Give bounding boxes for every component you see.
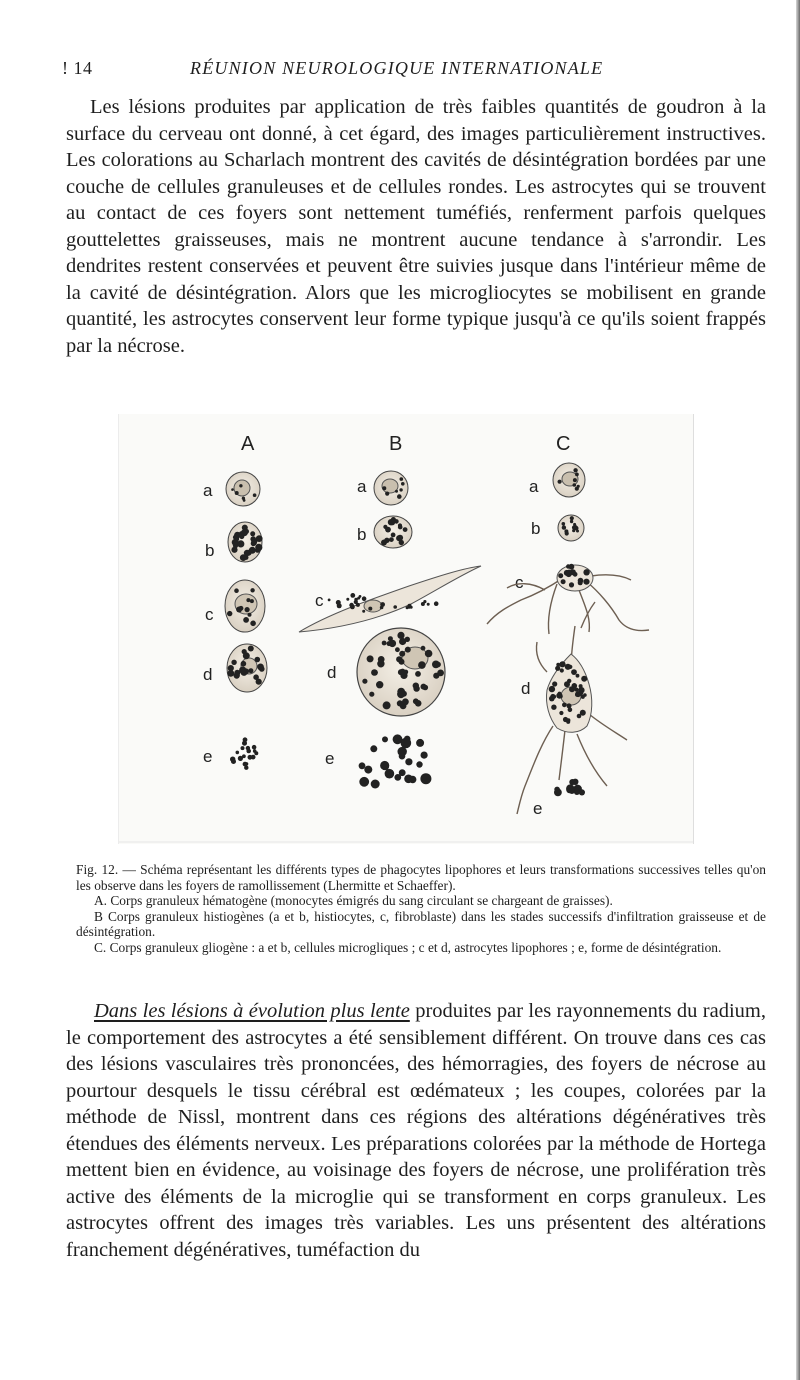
granule-dot [560, 668, 564, 672]
figure-drawing [119, 414, 693, 844]
granule-dot [244, 550, 250, 556]
granule-dot [418, 661, 426, 669]
granule-dot [420, 773, 431, 784]
granule-dot [583, 569, 589, 575]
row-label-a-d: d [203, 665, 213, 684]
granule-dot [421, 752, 428, 759]
granule-dot [250, 599, 254, 603]
granule-dot [393, 734, 403, 744]
granule-dot [398, 525, 403, 530]
granule-dot [575, 487, 579, 491]
granule-dot [253, 493, 257, 497]
granule-dot [397, 632, 404, 639]
granule-dot [573, 478, 577, 482]
granule-dot [396, 535, 402, 541]
granule-dot [354, 598, 358, 602]
row-label-b-d: d [327, 663, 337, 682]
granule-dot [382, 736, 388, 742]
granule-dot [242, 649, 247, 654]
row-label-c-e: e [533, 799, 543, 818]
granule-dot [248, 646, 254, 652]
granule-dot [391, 517, 396, 522]
granule-dot [577, 714, 582, 719]
granule-dot [255, 657, 261, 663]
granule-dot [367, 655, 374, 662]
granule-dot [559, 711, 563, 715]
cell-c-a [553, 463, 585, 497]
granule-dot [561, 579, 566, 584]
paragraph-2-italic-lead: Dans les lésions à évolution plus lente [94, 1000, 410, 1022]
granule-dot [399, 753, 406, 760]
granule-dot [242, 754, 246, 758]
granule-dot [576, 530, 579, 533]
granule-dot [399, 638, 406, 645]
granule-dot [562, 525, 566, 529]
granule-dot [256, 535, 263, 542]
granule-dot [399, 488, 402, 491]
granule-dot [383, 701, 391, 709]
row-label-a-b: b [205, 541, 215, 560]
row-label-b-c: c [315, 591, 324, 610]
granule-dot [403, 527, 408, 532]
granule-dot [359, 777, 369, 787]
granule-dot [359, 595, 362, 598]
granule-dot [234, 588, 239, 593]
granule-dot [362, 679, 367, 684]
granule-dot [569, 582, 574, 587]
granule-dot [576, 674, 580, 678]
granule-dot [385, 769, 395, 779]
row-label-b-a: a [357, 477, 367, 496]
granule-dot [565, 531, 569, 535]
granule-dot [241, 746, 245, 750]
granule-dot [377, 660, 384, 667]
granule-dot [581, 676, 587, 682]
granule-dot [234, 672, 240, 678]
granule-dot [242, 741, 247, 746]
granule-dot [395, 647, 400, 652]
granule-dot [569, 779, 575, 785]
granule-dot [549, 686, 555, 692]
page-number: ! 14 [62, 58, 93, 78]
granule-dot [570, 520, 573, 523]
granule-dot [387, 641, 392, 646]
granule-dot [422, 685, 427, 690]
granule-dot [562, 703, 567, 708]
granule-dot [236, 751, 240, 755]
granule-dot [423, 600, 426, 603]
granule-dot [251, 540, 257, 546]
row-label-a-a: a [203, 481, 213, 500]
granule-dot [573, 524, 576, 527]
granule-dot [350, 593, 355, 598]
page-edge-shadow [796, 0, 800, 1380]
granule-dot [575, 473, 579, 477]
granule-dot [400, 669, 406, 675]
granule-dot [362, 610, 365, 613]
granule-dot [257, 664, 264, 671]
granule-dot [397, 690, 405, 698]
granule-dot [552, 681, 557, 686]
granule-dot [243, 617, 249, 623]
granule-dot [389, 537, 394, 542]
granule-dot [241, 529, 248, 536]
granule-dot [399, 769, 406, 776]
granule-dot [349, 603, 354, 608]
caption-main: Fig. 12. — Schéma représentant les différents types de phagocytes lipophores et leurs transformations successives telles qu'on les observe dans les foyers de ramollissement (Lhermitte et Schaeffer). [76, 862, 766, 893]
column-label-a: A [241, 433, 255, 455]
granule-dot [246, 749, 251, 754]
granule-dot [425, 650, 433, 658]
cell-b-a [374, 471, 408, 505]
granule-dot [246, 598, 250, 602]
granule-dot [382, 486, 386, 490]
granule-dot [248, 613, 252, 617]
granule-dot [248, 755, 253, 760]
row-label-c-a: a [529, 477, 539, 496]
granule-dot [571, 669, 577, 675]
cell-b-c-fibroblast [299, 566, 481, 632]
row-label-a-e: e [203, 747, 213, 766]
granule-dot [248, 668, 253, 673]
granule-dot [371, 669, 378, 676]
column-label-c: C [556, 433, 571, 455]
row-label-a-c: c [205, 605, 214, 624]
row-label-c-b: b [531, 519, 541, 538]
granule-dot [239, 484, 242, 487]
granule-dot [382, 764, 389, 771]
granule-dot [405, 647, 411, 653]
granule-dot [559, 694, 563, 698]
paragraph-2 [66, 998, 766, 1263]
granule-dot [250, 621, 256, 627]
row-label-c-c: c [515, 573, 524, 592]
granule-dot [416, 739, 424, 747]
row-label-b-e: e [325, 749, 335, 768]
granule-dot [393, 605, 397, 609]
granule-dot [235, 491, 239, 495]
granule-dot [250, 531, 255, 536]
granule-dot [402, 698, 409, 705]
granule-dot [575, 691, 581, 697]
granule-dot [564, 681, 570, 687]
figure-caption [76, 862, 766, 955]
granule-dot [573, 483, 577, 487]
granule-dot [253, 749, 257, 753]
granule-dot [245, 607, 250, 612]
granule-dot [570, 516, 574, 520]
granule-dot [231, 759, 236, 764]
paragraph-1: Les lésions produites par application de très faibles quantités de goudron à la surface du cerveau ont donné, à cet égard, des images particulièrement instructives. Les colorations au Scharlach montrent des cavités de désintégration bordées par une couche de cellules granuleuses et de cellules rondes. Les astrocytes qui se trouvent au contact de ces foyers sont nettement tuméfiés, renferment parfois quelques gouttelettes graisseuses, mais ne montrent aucune tendance à s'arrondir. Les dendrites restent conservées et peuvent être suivies jusque dans l'intérieur même de la cavité de désintégration. Alors que les microgliocytes se mobilisent en grande quantité, les astrocytes conservent leur forme typique jusqu'à ce qu'ils soient frappés par la nécrose. [66, 96, 766, 357]
granule-dot [558, 573, 563, 578]
cell-c-c-body [557, 565, 593, 591]
cell-a-c [225, 580, 265, 632]
granule-dot [369, 692, 374, 697]
granule-dot [404, 775, 413, 784]
granule-dot [550, 694, 555, 699]
granule-dot [252, 745, 257, 750]
granule-dot [231, 660, 236, 665]
granule-dot [231, 488, 234, 491]
granule-dot [413, 685, 419, 691]
running-title: RÉUNION NEUROLOGIQUE INTERNATIONALE [190, 58, 604, 78]
granule-dot [395, 490, 398, 493]
caption-line-a: A. Corps granuleux hématogène (monocytes émigrés du sang circulant se chargeant de graisses). [94, 893, 613, 908]
caption-line-b: B Corps granuleux histiogènes (a et b, histiocytes, c, fibroblaste) dans les stades successifs d'infiltration graisseuse et de désintégration. [76, 908, 766, 939]
granule-dot [566, 784, 574, 792]
granule-dot [337, 603, 342, 608]
granule-dot [381, 540, 387, 546]
granule-dot [385, 492, 389, 496]
granule-dot [435, 662, 441, 668]
granule-dot [567, 703, 572, 708]
granule-dot [437, 670, 444, 677]
granule-dot [583, 579, 589, 585]
granule-dot [368, 607, 372, 611]
granule-dot [421, 646, 426, 651]
page-header [62, 52, 752, 86]
granule-dot [364, 766, 372, 774]
row-label-b-b: b [357, 525, 367, 544]
granule-dot [376, 681, 383, 688]
granule-dot [328, 599, 331, 602]
granule-dot [566, 720, 570, 724]
row-label-c-d: d [521, 679, 531, 698]
granule-dot [362, 596, 367, 601]
granule-dot [581, 695, 585, 699]
granule-dot [400, 477, 404, 481]
paragraph-2-body: produites par les rayonnements du radium, le comportement des astrocytes a été sensiblement différent. On trouve dans ces cas des lésions vasculaires très prononcées, des hémorragies, des foyers de nécrose au pourtour desquels le tissu cérébral est œdémateux ; les coupes, colorées par la méthode de Nissl, montrent dans ces régions des altérations dégénératives très étendues des éléments nerveux. Les préparations colorées par la méthode de Hortega mettent bien en évidence, au voisinage des foyers de nécrose, une prolifération très active des éléments de la microglie qui se transforment en corps granuleux. Les astrocytes offrent des images très variables. Les uns présentent des altérations franchement dégénératives, tuméfaction du [66, 1000, 766, 1261]
column-label-b: B [389, 433, 403, 455]
granule-dot [237, 540, 244, 547]
granule-dot [565, 664, 571, 670]
granule-dot [562, 522, 566, 526]
granule-dot [227, 611, 232, 616]
granule-dot [245, 762, 249, 766]
granule-dot [346, 598, 349, 601]
granule-dot [410, 606, 413, 609]
granule-dot [256, 679, 262, 685]
granule-dot [567, 570, 572, 575]
granule-dot [558, 480, 562, 484]
granule-dot [239, 667, 246, 674]
granule-dot [380, 606, 384, 610]
granule-dot [391, 533, 396, 538]
granule-dot [416, 761, 422, 767]
granule-dot [399, 659, 405, 665]
granule-dot [241, 661, 247, 667]
granule-dot [401, 482, 405, 486]
granule-dot [382, 641, 387, 646]
granule-dot [227, 670, 234, 677]
granule-dot [405, 758, 412, 765]
granule-dot [371, 780, 380, 789]
granule-dot [406, 606, 409, 609]
granule-dot [551, 705, 556, 710]
granule-dot [579, 789, 585, 795]
granule-dot [559, 661, 565, 667]
granule-dot [370, 745, 377, 752]
granule-dot [427, 603, 430, 606]
granule-dot [255, 548, 260, 553]
figure-12-illustration [118, 414, 694, 844]
granule-dot [399, 651, 405, 657]
granule-dot [397, 494, 402, 499]
granule-dot [434, 601, 439, 606]
granule-dot [415, 671, 421, 677]
granule-dot [243, 499, 246, 502]
granule-dot [238, 606, 243, 611]
granule-dot [572, 683, 578, 689]
caption-line-c: C. Corps granuleux gliogène : a et b, cellules microgliques ; c et d, astrocytes lipophores ; e, forme de désintégration. [94, 939, 722, 955]
granule-dot [569, 564, 575, 570]
granule-dot [413, 698, 419, 704]
granule-dot [554, 789, 562, 797]
granule-dot [555, 666, 560, 671]
granule-dot [359, 762, 366, 769]
granule-dot [573, 468, 577, 472]
granule-dot [250, 588, 254, 592]
granule-dot [578, 580, 583, 585]
granule-dot [383, 525, 387, 529]
